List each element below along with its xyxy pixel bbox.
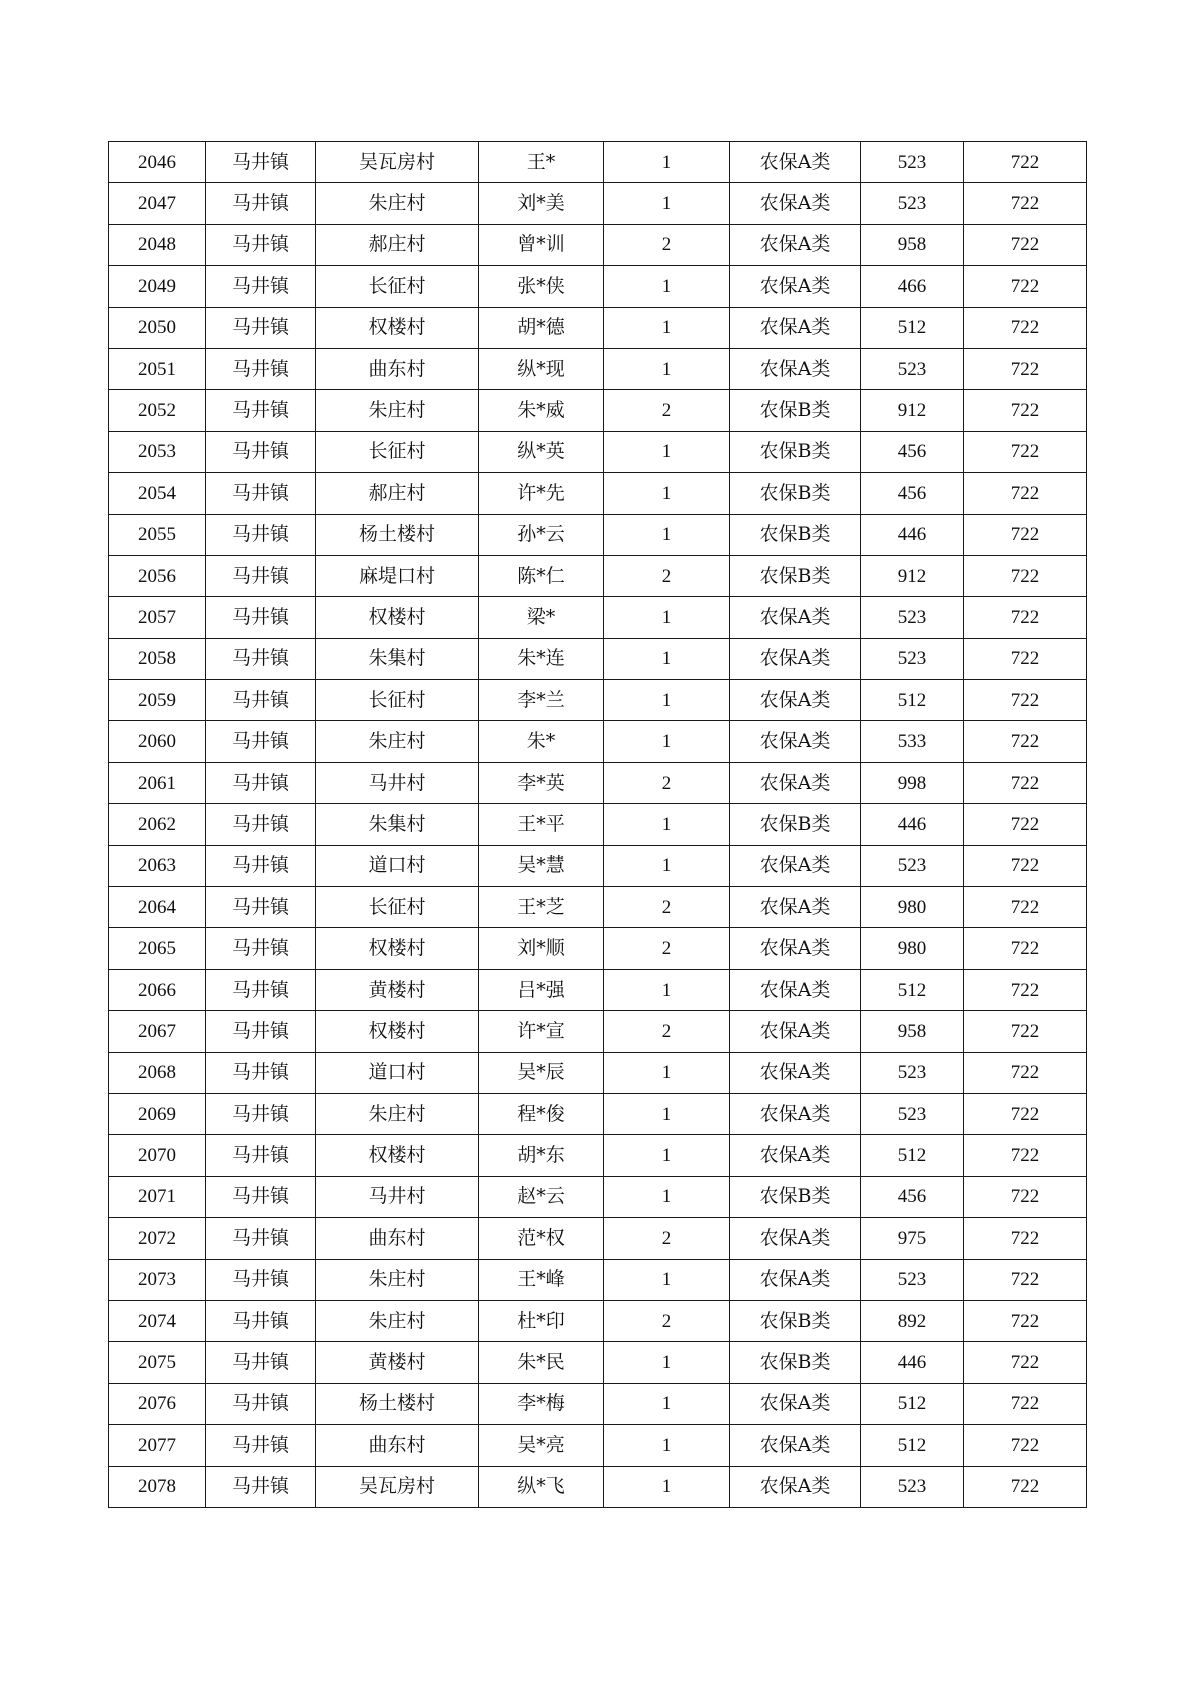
category-cell: 农保A类: [730, 1093, 861, 1134]
category-cell: 农保B类: [730, 804, 861, 845]
village-cell: 曲东村: [316, 1218, 479, 1259]
standard-cell: 722: [964, 555, 1087, 596]
village-cell: 朱庄村: [316, 1093, 479, 1134]
town-cell: 马井镇: [206, 1342, 316, 1383]
amount-cell: 456: [861, 431, 964, 472]
name-cell: 李*英: [479, 762, 604, 803]
name-cell: 李*兰: [479, 680, 604, 721]
household-size-cell: 1: [604, 1259, 730, 1300]
amount-cell: 892: [861, 1300, 964, 1341]
table-row: [109, 307, 1087, 348]
category-cell: 农保A类: [730, 1135, 861, 1176]
standard-cell: 722: [964, 1218, 1087, 1259]
name-cell: 吴*慧: [479, 845, 604, 886]
village-cell: 朱庄村: [316, 721, 479, 762]
town-cell: 马井镇: [206, 1135, 316, 1176]
household-size-cell: 1: [604, 1466, 730, 1507]
village-cell: 朱庄村: [316, 390, 479, 431]
name-cell: 陈*仁: [479, 555, 604, 596]
category-cell: 农保A类: [730, 1218, 861, 1259]
standard-cell: 722: [964, 1383, 1087, 1424]
name-cell: 孙*云: [479, 514, 604, 555]
table-row: [109, 804, 1087, 845]
household-size-cell: 1: [604, 1135, 730, 1176]
household-size-cell: 2: [604, 390, 730, 431]
household-size-cell: 1: [604, 1093, 730, 1134]
table-row: [109, 183, 1087, 224]
roster-table: [108, 141, 1087, 1508]
serial-number-cell: 2056: [109, 555, 206, 596]
amount-cell: 512: [861, 680, 964, 721]
town-cell: 马井镇: [206, 224, 316, 265]
table-row: [109, 555, 1087, 596]
village-cell: 郝庄村: [316, 224, 479, 265]
category-cell: 农保B类: [730, 1300, 861, 1341]
serial-number-cell: 2068: [109, 1052, 206, 1093]
amount-cell: 523: [861, 597, 964, 638]
amount-cell: 523: [861, 638, 964, 679]
category-cell: 农保A类: [730, 183, 861, 224]
serial-number-cell: 2060: [109, 721, 206, 762]
table-row: [109, 928, 1087, 969]
amount-cell: 980: [861, 928, 964, 969]
standard-cell: 722: [964, 514, 1087, 555]
town-cell: 马井镇: [206, 1093, 316, 1134]
name-cell: 王*平: [479, 804, 604, 845]
village-cell: 权楼村: [316, 307, 479, 348]
town-cell: 马井镇: [206, 431, 316, 472]
category-cell: 农保A类: [730, 845, 861, 886]
category-cell: 农保A类: [730, 1383, 861, 1424]
amount-cell: 533: [861, 721, 964, 762]
name-cell: 梁*: [479, 597, 604, 638]
standard-cell: 722: [964, 1300, 1087, 1341]
table-row: [109, 1093, 1087, 1134]
name-cell: 吴*亮: [479, 1425, 604, 1466]
standard-cell: 722: [964, 307, 1087, 348]
serial-number-cell: 2063: [109, 845, 206, 886]
category-cell: 农保B类: [730, 1342, 861, 1383]
village-cell: 权楼村: [316, 928, 479, 969]
standard-cell: 722: [964, 638, 1087, 679]
village-cell: 道口村: [316, 1052, 479, 1093]
serial-number-cell: 2059: [109, 680, 206, 721]
serial-number-cell: 2066: [109, 969, 206, 1010]
name-cell: 纵*英: [479, 431, 604, 472]
serial-number-cell: 2047: [109, 183, 206, 224]
village-cell: 道口村: [316, 845, 479, 886]
name-cell: 赵*云: [479, 1176, 604, 1217]
village-cell: 权楼村: [316, 597, 479, 638]
household-size-cell: 1: [604, 804, 730, 845]
serial-number-cell: 2049: [109, 266, 206, 307]
town-cell: 马井镇: [206, 1052, 316, 1093]
town-cell: 马井镇: [206, 473, 316, 514]
table-row: [109, 1425, 1087, 1466]
household-size-cell: 1: [604, 1342, 730, 1383]
household-size-cell: 2: [604, 1011, 730, 1052]
town-cell: 马井镇: [206, 721, 316, 762]
name-cell: 纵*飞: [479, 1466, 604, 1507]
amount-cell: 446: [861, 804, 964, 845]
village-cell: 长征村: [316, 431, 479, 472]
amount-cell: 998: [861, 762, 964, 803]
category-cell: 农保A类: [730, 638, 861, 679]
village-cell: 朱集村: [316, 638, 479, 679]
table-row: [109, 514, 1087, 555]
household-size-cell: 1: [604, 680, 730, 721]
household-size-cell: 1: [604, 597, 730, 638]
standard-cell: 722: [964, 721, 1087, 762]
village-cell: 权楼村: [316, 1011, 479, 1052]
amount-cell: 523: [861, 1052, 964, 1093]
standard-cell: 722: [964, 1425, 1087, 1466]
serial-number-cell: 2050: [109, 307, 206, 348]
category-cell: 农保B类: [730, 514, 861, 555]
table-row: [109, 142, 1087, 183]
town-cell: 马井镇: [206, 845, 316, 886]
household-size-cell: 1: [604, 142, 730, 183]
serial-number-cell: 2052: [109, 390, 206, 431]
household-size-cell: 2: [604, 555, 730, 596]
town-cell: 马井镇: [206, 762, 316, 803]
village-cell: 曲东村: [316, 348, 479, 389]
amount-cell: 523: [861, 1093, 964, 1134]
name-cell: 朱*连: [479, 638, 604, 679]
household-size-cell: 1: [604, 845, 730, 886]
category-cell: 农保A类: [730, 762, 861, 803]
town-cell: 马井镇: [206, 680, 316, 721]
serial-number-cell: 2071: [109, 1176, 206, 1217]
table-row: [109, 431, 1087, 472]
village-cell: 吴瓦房村: [316, 1466, 479, 1507]
standard-cell: 722: [964, 845, 1087, 886]
village-cell: 杨土楼村: [316, 514, 479, 555]
town-cell: 马井镇: [206, 1466, 316, 1507]
category-cell: 农保B类: [730, 473, 861, 514]
town-cell: 马井镇: [206, 1176, 316, 1217]
table-row: [109, 597, 1087, 638]
household-size-cell: 1: [604, 514, 730, 555]
table-row: [109, 680, 1087, 721]
table-row: [109, 887, 1087, 928]
category-cell: 农保B类: [730, 555, 861, 596]
household-size-cell: 1: [604, 1176, 730, 1217]
standard-cell: 722: [964, 473, 1087, 514]
village-cell: 权楼村: [316, 1135, 479, 1176]
standard-cell: 722: [964, 266, 1087, 307]
town-cell: 马井镇: [206, 142, 316, 183]
name-cell: 朱*: [479, 721, 604, 762]
village-cell: 麻堤口村: [316, 555, 479, 596]
household-size-cell: 1: [604, 348, 730, 389]
table-row: [109, 224, 1087, 265]
serial-number-cell: 2048: [109, 224, 206, 265]
amount-cell: 523: [861, 183, 964, 224]
name-cell: 吴*辰: [479, 1052, 604, 1093]
category-cell: 农保A类: [730, 721, 861, 762]
standard-cell: 722: [964, 969, 1087, 1010]
standard-cell: 722: [964, 887, 1087, 928]
table-row: [109, 266, 1087, 307]
name-cell: 刘*顺: [479, 928, 604, 969]
name-cell: 许*宣: [479, 1011, 604, 1052]
category-cell: 农保A类: [730, 1052, 861, 1093]
town-cell: 马井镇: [206, 969, 316, 1010]
serial-number-cell: 2069: [109, 1093, 206, 1134]
household-size-cell: 1: [604, 1383, 730, 1424]
standard-cell: 722: [964, 804, 1087, 845]
household-size-cell: 1: [604, 473, 730, 514]
village-cell: 长征村: [316, 887, 479, 928]
amount-cell: 456: [861, 1176, 964, 1217]
category-cell: 农保A类: [730, 348, 861, 389]
name-cell: 胡*东: [479, 1135, 604, 1176]
amount-cell: 523: [861, 1259, 964, 1300]
table-row: [109, 473, 1087, 514]
category-cell: 农保A类: [730, 928, 861, 969]
household-size-cell: 2: [604, 1218, 730, 1259]
table-row: [109, 1176, 1087, 1217]
amount-cell: 912: [861, 555, 964, 596]
table-row: [109, 969, 1087, 1010]
household-size-cell: 2: [604, 762, 730, 803]
category-cell: 农保A类: [730, 1011, 861, 1052]
table-row: [109, 1466, 1087, 1507]
table-row: [109, 845, 1087, 886]
village-cell: 马井村: [316, 1176, 479, 1217]
town-cell: 马井镇: [206, 266, 316, 307]
serial-number-cell: 2072: [109, 1218, 206, 1259]
amount-cell: 958: [861, 1011, 964, 1052]
standard-cell: 722: [964, 142, 1087, 183]
standard-cell: 722: [964, 680, 1087, 721]
category-cell: 农保A类: [730, 307, 861, 348]
category-cell: 农保A类: [730, 680, 861, 721]
town-cell: 马井镇: [206, 390, 316, 431]
amount-cell: 958: [861, 224, 964, 265]
standard-cell: 722: [964, 1135, 1087, 1176]
serial-number-cell: 2074: [109, 1300, 206, 1341]
name-cell: 杜*印: [479, 1300, 604, 1341]
serial-number-cell: 2046: [109, 142, 206, 183]
standard-cell: 722: [964, 597, 1087, 638]
name-cell: 胡*德: [479, 307, 604, 348]
village-cell: 朱庄村: [316, 1259, 479, 1300]
town-cell: 马井镇: [206, 1218, 316, 1259]
town-cell: 马井镇: [206, 1425, 316, 1466]
town-cell: 马井镇: [206, 1259, 316, 1300]
amount-cell: 912: [861, 390, 964, 431]
amount-cell: 466: [861, 266, 964, 307]
household-size-cell: 1: [604, 307, 730, 348]
name-cell: 曾*训: [479, 224, 604, 265]
category-cell: 农保A类: [730, 1259, 861, 1300]
table-row: [109, 1011, 1087, 1052]
village-cell: 朱庄村: [316, 183, 479, 224]
amount-cell: 523: [861, 348, 964, 389]
amount-cell: 980: [861, 887, 964, 928]
serial-number-cell: 2065: [109, 928, 206, 969]
village-cell: 郝庄村: [316, 473, 479, 514]
household-size-cell: 1: [604, 431, 730, 472]
village-cell: 曲东村: [316, 1425, 479, 1466]
name-cell: 张*侠: [479, 266, 604, 307]
village-cell: 长征村: [316, 266, 479, 307]
table-row: [109, 721, 1087, 762]
name-cell: 王*: [479, 142, 604, 183]
standard-cell: 722: [964, 1093, 1087, 1134]
town-cell: 马井镇: [206, 887, 316, 928]
town-cell: 马井镇: [206, 348, 316, 389]
household-size-cell: 2: [604, 928, 730, 969]
standard-cell: 722: [964, 348, 1087, 389]
household-size-cell: 2: [604, 887, 730, 928]
standard-cell: 722: [964, 1342, 1087, 1383]
serial-number-cell: 2061: [109, 762, 206, 803]
serial-number-cell: 2076: [109, 1383, 206, 1424]
standard-cell: 722: [964, 928, 1087, 969]
standard-cell: 722: [964, 1176, 1087, 1217]
village-cell: 朱集村: [316, 804, 479, 845]
amount-cell: 512: [861, 1425, 964, 1466]
table-row: [109, 1259, 1087, 1300]
household-size-cell: 1: [604, 1425, 730, 1466]
village-cell: 马井村: [316, 762, 479, 803]
household-size-cell: 1: [604, 183, 730, 224]
name-cell: 纵*现: [479, 348, 604, 389]
table-row: [109, 1342, 1087, 1383]
name-cell: 刘*美: [479, 183, 604, 224]
serial-number-cell: 2064: [109, 887, 206, 928]
town-cell: 马井镇: [206, 1383, 316, 1424]
table-row: [109, 1052, 1087, 1093]
amount-cell: 512: [861, 1383, 964, 1424]
household-size-cell: 2: [604, 1300, 730, 1341]
town-cell: 马井镇: [206, 1300, 316, 1341]
amount-cell: 512: [861, 307, 964, 348]
serial-number-cell: 2051: [109, 348, 206, 389]
category-cell: 农保A类: [730, 266, 861, 307]
town-cell: 马井镇: [206, 514, 316, 555]
table-row: [109, 348, 1087, 389]
standard-cell: 722: [964, 762, 1087, 803]
serial-number-cell: 2078: [109, 1466, 206, 1507]
category-cell: 农保A类: [730, 1466, 861, 1507]
household-size-cell: 1: [604, 721, 730, 762]
amount-cell: 523: [861, 845, 964, 886]
name-cell: 朱*民: [479, 1342, 604, 1383]
village-cell: 黄楼村: [316, 969, 479, 1010]
serial-number-cell: 2077: [109, 1425, 206, 1466]
amount-cell: 446: [861, 1342, 964, 1383]
name-cell: 程*俊: [479, 1093, 604, 1134]
category-cell: 农保A类: [730, 1425, 861, 1466]
serial-number-cell: 2067: [109, 1011, 206, 1052]
amount-cell: 975: [861, 1218, 964, 1259]
amount-cell: 456: [861, 473, 964, 514]
serial-number-cell: 2073: [109, 1259, 206, 1300]
serial-number-cell: 2062: [109, 804, 206, 845]
category-cell: 农保A类: [730, 142, 861, 183]
household-size-cell: 1: [604, 969, 730, 1010]
village-cell: 杨土楼村: [316, 1383, 479, 1424]
table-row: [109, 1218, 1087, 1259]
category-cell: 农保B类: [730, 1176, 861, 1217]
household-size-cell: 1: [604, 638, 730, 679]
amount-cell: 512: [861, 1135, 964, 1176]
household-size-cell: 1: [604, 1052, 730, 1093]
name-cell: 王*芝: [479, 887, 604, 928]
standard-cell: 722: [964, 1052, 1087, 1093]
table-row: [109, 390, 1087, 431]
village-cell: 长征村: [316, 680, 479, 721]
household-size-cell: 1: [604, 266, 730, 307]
serial-number-cell: 2054: [109, 473, 206, 514]
town-cell: 马井镇: [206, 183, 316, 224]
village-cell: 黄楼村: [316, 1342, 479, 1383]
table-row: [109, 762, 1087, 803]
name-cell: 许*先: [479, 473, 604, 514]
standard-cell: 722: [964, 1011, 1087, 1052]
amount-cell: 512: [861, 969, 964, 1010]
category-cell: 农保A类: [730, 969, 861, 1010]
name-cell: 范*权: [479, 1218, 604, 1259]
name-cell: 李*梅: [479, 1383, 604, 1424]
amount-cell: 523: [861, 1466, 964, 1507]
serial-number-cell: 2057: [109, 597, 206, 638]
serial-number-cell: 2075: [109, 1342, 206, 1383]
category-cell: 农保B类: [730, 431, 861, 472]
household-size-cell: 2: [604, 224, 730, 265]
serial-number-cell: 2058: [109, 638, 206, 679]
town-cell: 马井镇: [206, 804, 316, 845]
roster-table-body: [109, 142, 1087, 1508]
village-cell: 吴瓦房村: [316, 142, 479, 183]
standard-cell: 722: [964, 431, 1087, 472]
serial-number-cell: 2053: [109, 431, 206, 472]
town-cell: 马井镇: [206, 638, 316, 679]
town-cell: 马井镇: [206, 555, 316, 596]
amount-cell: 523: [861, 142, 964, 183]
standard-cell: 722: [964, 1466, 1087, 1507]
serial-number-cell: 2070: [109, 1135, 206, 1176]
table-row: [109, 1135, 1087, 1176]
standard-cell: 722: [964, 183, 1087, 224]
table-row: [109, 1383, 1087, 1424]
serial-number-cell: 2055: [109, 514, 206, 555]
town-cell: 马井镇: [206, 1011, 316, 1052]
amount-cell: 446: [861, 514, 964, 555]
category-cell: 农保A类: [730, 224, 861, 265]
name-cell: 朱*威: [479, 390, 604, 431]
standard-cell: 722: [964, 1259, 1087, 1300]
table-row: [109, 1300, 1087, 1341]
category-cell: 农保A类: [730, 597, 861, 638]
town-cell: 马井镇: [206, 307, 316, 348]
name-cell: 吕*强: [479, 969, 604, 1010]
standard-cell: 722: [964, 390, 1087, 431]
village-cell: 朱庄村: [316, 1300, 479, 1341]
town-cell: 马井镇: [206, 928, 316, 969]
category-cell: 农保A类: [730, 887, 861, 928]
name-cell: 王*峰: [479, 1259, 604, 1300]
table-row: [109, 638, 1087, 679]
standard-cell: 722: [964, 224, 1087, 265]
town-cell: 马井镇: [206, 597, 316, 638]
category-cell: 农保B类: [730, 390, 861, 431]
